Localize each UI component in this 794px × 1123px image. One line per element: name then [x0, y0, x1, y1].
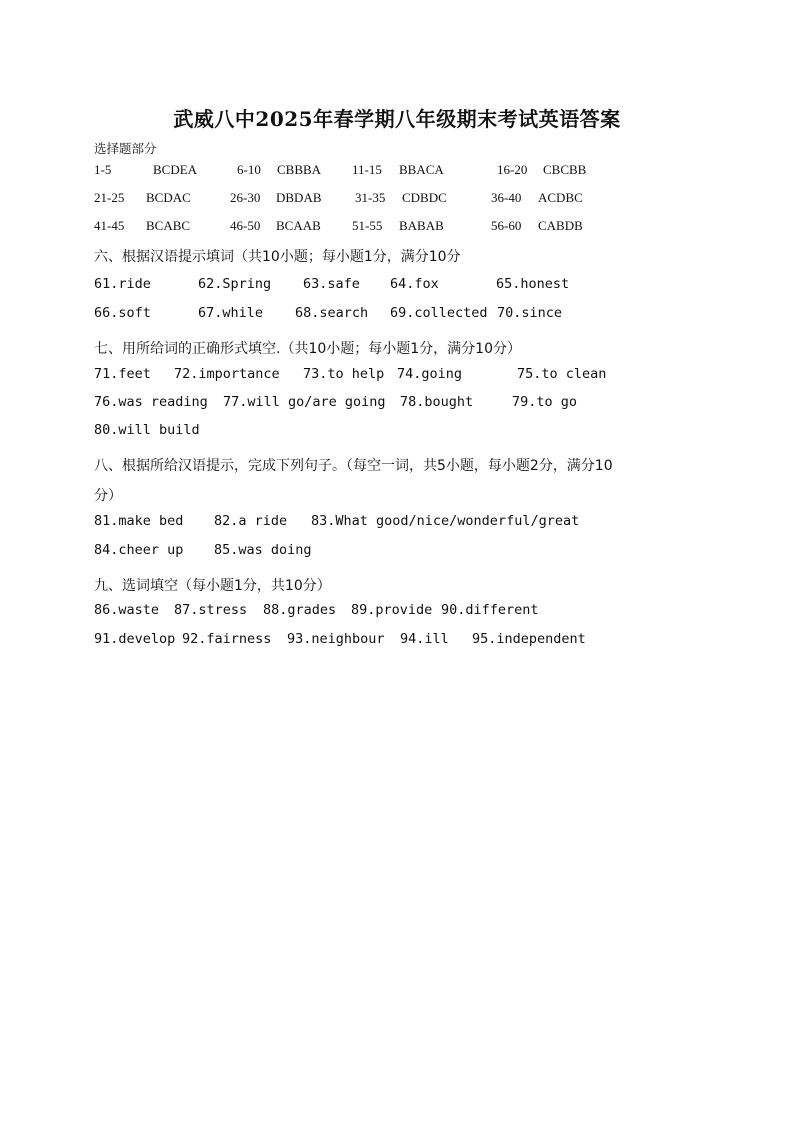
answer-item: 90.different	[441, 602, 539, 618]
answer-item: 64.fox	[390, 276, 439, 292]
answer-item: 78.bought	[400, 394, 474, 410]
answer-row	[0, 276, 794, 296]
question-range: 26-30	[230, 190, 261, 205]
answer-item: 73.to help	[303, 366, 385, 382]
answer-key: BABAB	[399, 218, 444, 233]
answer-row	[0, 542, 794, 562]
section-8-heading-continued: 分）	[94, 488, 122, 504]
section-9-heading: 九、选词填空（每小题1分，共10分）	[94, 578, 331, 594]
answer-item: 80.will build	[94, 422, 200, 438]
answer-item: 81.make bed	[94, 513, 184, 529]
answer-row	[0, 305, 794, 325]
section-6-heading: 六、根据汉语提示填词（共10小题；每小题1分，满分10分	[94, 249, 461, 265]
answer-item: 82.a ride	[214, 513, 288, 529]
answer-item: 68.search	[295, 305, 369, 321]
answer-row	[0, 422, 794, 442]
answer-key: CABDB	[538, 218, 583, 233]
answer-key: CDBDC	[402, 190, 447, 205]
question-range: 21-25	[94, 190, 125, 205]
answer-item: 93.neighbour	[287, 631, 385, 647]
answer-row	[0, 394, 794, 414]
answer-key: CBCBB	[543, 162, 587, 177]
answer-item: 62.Spring	[198, 276, 272, 292]
answer-key: CBBBA	[277, 162, 322, 177]
answer-item: 61.ride	[94, 276, 151, 292]
answer-item: 88.grades	[263, 602, 337, 618]
answer-row	[0, 602, 794, 622]
answer-item: 70.since	[497, 305, 563, 321]
choice-row	[0, 190, 794, 208]
choice-section-label: 选择题部分	[94, 141, 157, 156]
answer-item: 65.honest	[496, 276, 570, 292]
section-7-heading: 七、用所给词的正确形式填空.（共10小题；每小题1分，满分10分）	[94, 341, 521, 357]
section-8-heading: 八、根据所给汉语提示，完成下列句子。（每空一词，共5小题，每小题2分，满分10	[94, 458, 613, 474]
question-range: 11-15	[352, 162, 382, 177]
answer-row	[0, 513, 794, 533]
answer-key: BCDAC	[146, 190, 191, 205]
answer-key: DBDAB	[276, 190, 322, 205]
answer-key: BBACA	[399, 162, 444, 177]
answer-row	[0, 366, 794, 386]
answer-item: 66.soft	[94, 305, 151, 321]
answer-key: ACDBC	[538, 190, 583, 205]
answer-key: BCDEA	[153, 162, 198, 177]
answer-item: 79.to go	[512, 394, 578, 410]
answer-item: 71.feet	[94, 366, 151, 382]
answer-item: 89.provide	[351, 602, 433, 618]
answer-item: 86.waste	[94, 602, 160, 618]
answer-key: BCAAB	[276, 218, 321, 233]
question-range: 51-55	[352, 218, 383, 233]
question-range: 31-35	[355, 190, 386, 205]
answer-row	[0, 631, 794, 651]
question-range: 56-60	[491, 218, 522, 233]
answer-item: 63.safe	[303, 276, 360, 292]
answer-item: 94.ill	[400, 631, 449, 647]
answer-key: BCABC	[146, 218, 191, 233]
question-range: 46-50	[230, 218, 261, 233]
answer-item: 87.stress	[174, 602, 248, 618]
answer-item: 72.importance	[174, 366, 280, 382]
answer-item: 95.independent	[472, 631, 586, 647]
answer-item: 84.cheer up	[94, 542, 184, 558]
question-range: 6-10	[237, 162, 261, 177]
choice-row	[0, 162, 794, 180]
answer-item: 69.collected	[390, 305, 488, 321]
answer-item: 74.going	[397, 366, 463, 382]
answer-item: 83.What good/nice/wonderful/great	[311, 513, 580, 529]
answer-item: 76.was reading	[94, 394, 208, 410]
choice-row	[0, 218, 794, 236]
page-title: 武威八中2025年春学期八年级期末考试英语答案	[173, 107, 621, 131]
question-range: 16-20	[497, 162, 528, 177]
answer-item: 92.fairness	[182, 631, 272, 647]
question-range: 1-5	[94, 162, 112, 177]
question-range: 41-45	[94, 218, 125, 233]
answer-item: 67.while	[198, 305, 264, 321]
answer-item: 75.to clean	[517, 366, 607, 382]
answer-item: 77.will go/are going	[223, 394, 386, 410]
answer-item: 91.develop	[94, 631, 176, 647]
question-range: 36-40	[491, 190, 522, 205]
answer-item: 85.was doing	[214, 542, 312, 558]
